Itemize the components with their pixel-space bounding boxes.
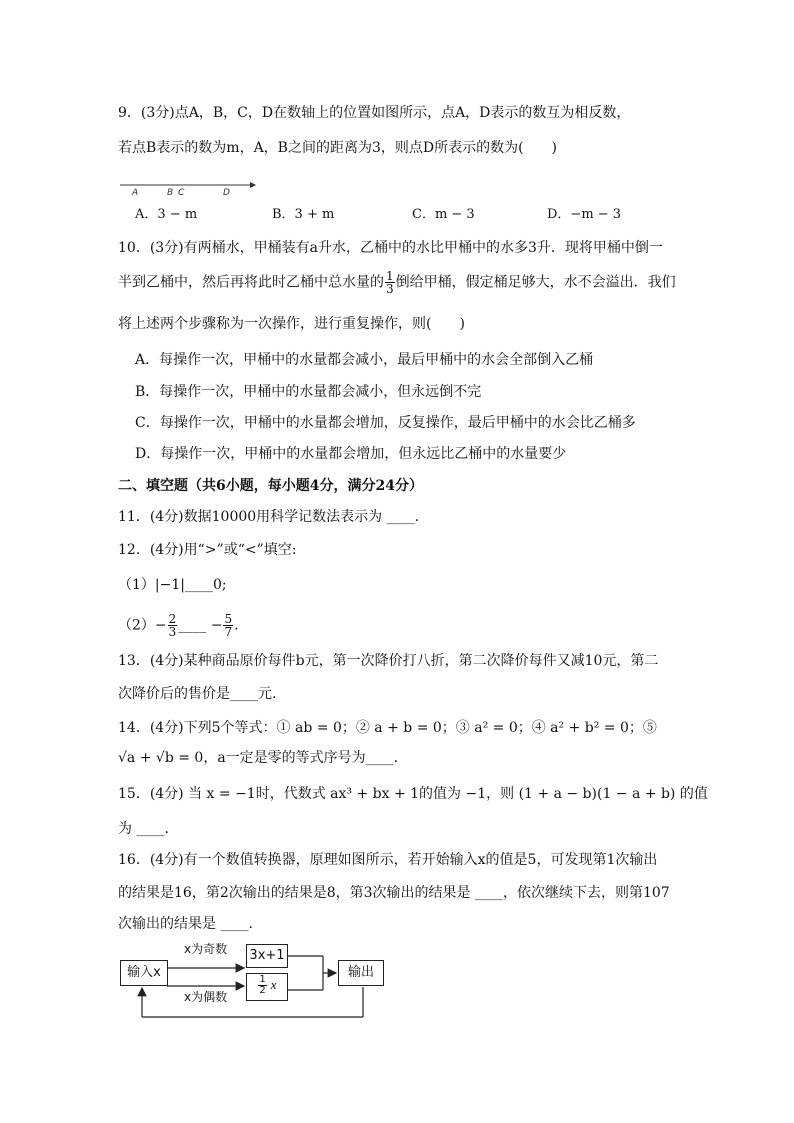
- q12-fraction-2: [223, 613, 233, 638]
- converter-diagram: [118, 940, 398, 1025]
- axis-label-a: A: [132, 188, 139, 196]
- q12-f2-num: 5: [224, 612, 233, 626]
- even-box-frac-den: 2: [259, 985, 266, 996]
- q13-line2: 次降价后的售价是____元.: [118, 686, 277, 702]
- q10-option-b: B．每操作一次，甲桶中的水量都会减小，但永远倒不完: [135, 384, 482, 400]
- even-label: x为偶数: [184, 990, 228, 1004]
- q10-option-a: A．每操作一次，甲桶中的水量都会减小，最后甲桶中的水会全部倒入乙桶: [135, 352, 594, 368]
- input-box: 输入x: [120, 960, 168, 986]
- q9-option-a: A．3 − m: [135, 207, 198, 222]
- q15-line1: 15．(4分) 当 x = −1时，代数式 ax³ + bx + 1的值为 −1，则 (1 + a − b)(1 − a + b) 的值: [118, 786, 708, 802]
- q10-frac-den: 3: [386, 282, 394, 296]
- q12-f1-den: 3: [168, 625, 177, 639]
- even-box-fraction: [258, 975, 266, 996]
- q10-line2a: 半到乙桶中，然后再将此时乙桶中总水量的: [118, 274, 384, 291]
- axis-label-b: B: [167, 188, 174, 196]
- q12-part2: [118, 613, 239, 638]
- q9-option-c: C．m − 3: [412, 207, 475, 222]
- q12-f1-num: 2: [168, 612, 177, 626]
- even-box: [246, 973, 288, 1001]
- q12-part1: （1）|−1|____0;: [118, 577, 227, 593]
- q16-line2: 的结果是16，第2次输出的结果是8，第3次输出的结果是 ____，依次继续下去，则第107: [118, 885, 670, 901]
- axis-label-c: C: [178, 188, 185, 196]
- q10-fraction: [385, 270, 395, 295]
- q12-text: 12．(4分)用“>”或“<”填空:: [118, 542, 297, 558]
- q12-part2-prefix: （2）−: [118, 617, 167, 634]
- q15-line2: 为 ____.: [118, 821, 169, 837]
- q9-line1: 9．(3分)点A，B，C，D在数轴上的位置如图所示，点A，D表示的数互为相反数，: [118, 105, 631, 121]
- q14-line2: √a + √b = 0，a一定是零的等式序号为____.: [118, 750, 399, 766]
- q16-line1: 16．(4分)有一个数值转换器，原理如图所示，若开始输入x的值是5，可发现第1次输出: [118, 852, 658, 868]
- q12-fraction-1: [168, 613, 178, 638]
- q10-option-d: D．每操作一次，甲桶中的水量都会增加，但永远比乙桶中的水量要少: [135, 446, 567, 462]
- output-box: 输出: [338, 960, 384, 986]
- q11-text: 11．(4分)数据10000用科学记数法表示为 ____.: [118, 509, 420, 525]
- q10-line2: [118, 270, 676, 295]
- q10-frac-num: 1: [386, 269, 394, 283]
- q12-part2-mid: ____ −: [178, 617, 223, 634]
- q12-f2-den: 7: [224, 625, 233, 639]
- section-2-title: 二、填空题（共6小题，每小题4分，满分24分）: [118, 478, 423, 494]
- q10-line1: 10．(3分)有两桶水，甲桶装有a升水，乙桶中的水比甲桶中的水多3升．现将甲桶中倒一: [118, 240, 663, 256]
- q16-line3: 次输出的结果是 ____.: [118, 916, 253, 932]
- even-box-var: x: [270, 977, 277, 992]
- q13-line1: 13．(4分)某种商品原价每件b元，第一次降价打八折，第二次降价每件又减10元，第二: [118, 653, 659, 669]
- odd-label: x为奇数: [184, 942, 228, 956]
- q9-option-d: D．−m − 3: [547, 207, 622, 222]
- q10-line3: 将上述两个步骤称为一次操作，进行重复操作，则( ): [118, 316, 465, 332]
- q12-part2-suffix: .: [234, 617, 239, 634]
- axis-label-d: D: [223, 188, 230, 196]
- even-box-frac-num: 1: [259, 974, 266, 985]
- q9-line2: 若点B表示的数为m，A，B之间的距离为3，则点D所表示的数为( ): [118, 140, 558, 156]
- q10-option-c: C．每操作一次，甲桶中的水量都会增加，反复操作，最后甲桶中的水会比乙桶多: [135, 415, 636, 431]
- q14-line1: 14．(4分)下列5个等式：① ab = 0；② a + b = 0；③ a² = 0；④ a² + b² = 0；⑤: [118, 720, 657, 736]
- number-line: [118, 176, 258, 196]
- q9-option-b: B．3 + m: [272, 207, 335, 222]
- q10-line2b: 倒给甲桶，假定桶足够大，水不会溢出．我们: [395, 274, 676, 291]
- odd-box: 3x+1: [246, 944, 288, 968]
